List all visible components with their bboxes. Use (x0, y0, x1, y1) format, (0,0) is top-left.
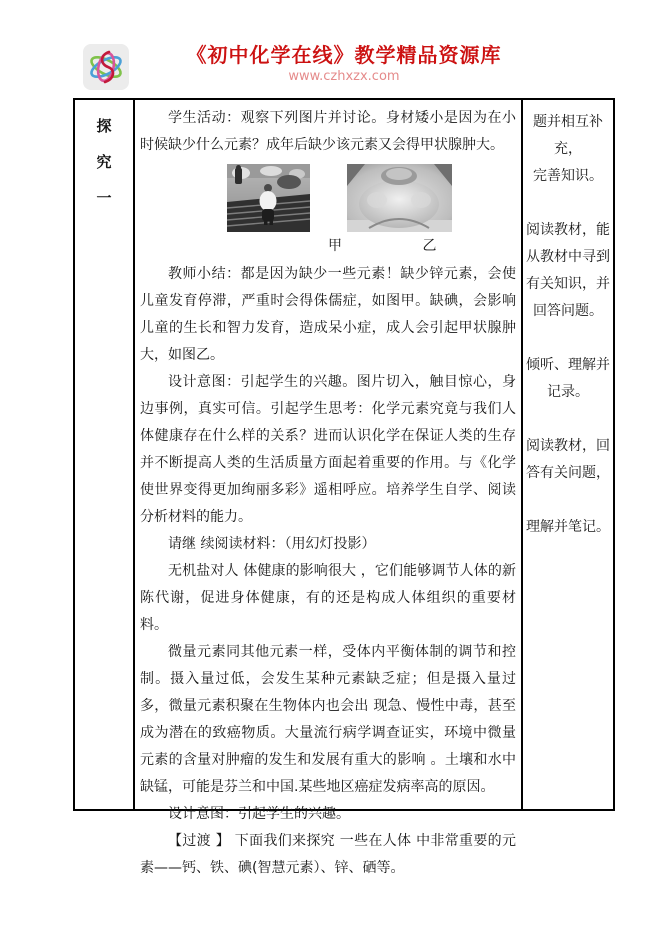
note-line: 题并相互补充， (533, 114, 603, 157)
paragraph-transition: 【过渡 】 下面我们来探究 一些在人体 中非常重要的元素——钙、铁、碘(智慧元素）、锌、硒等。 (140, 833, 516, 876)
note-line: 从教材中寻到 (526, 249, 610, 265)
note-line: 答有关问题， (526, 465, 610, 481)
note-line: 倾听、理解并 (526, 357, 610, 373)
header-text (73, 42, 615, 86)
note-line: 记录。 (547, 384, 589, 400)
note-paragraph (523, 514, 613, 541)
paragraph-design-intent-2: 设计意图：引起学生的兴趣。 (168, 806, 350, 822)
dwarfism-photo (227, 164, 310, 232)
note-line: 理解并笔记。 (526, 519, 610, 535)
note-line: 阅读教材，能 (526, 222, 610, 238)
figure-label-yi: 乙 (422, 238, 437, 254)
paragraph-reading-prompt: 请继 续阅读材料：（用幻灯投影） (168, 536, 376, 552)
site-header (73, 42, 615, 98)
note-line: 阅读教材，回 (526, 438, 610, 454)
note-line: 回答问题。 (533, 303, 603, 319)
note-paragraph (523, 217, 613, 325)
paragraph-student-activity: 学生活动：观察下列图片并讨论。身材矮小是因为在小时候缺少什么元素？成年后缺少该元素又会得甲状腺肿大。 (140, 110, 516, 153)
column-activity-content (135, 100, 523, 876)
site-url: www.czhxzx.com (288, 69, 400, 84)
note-paragraph (523, 109, 613, 190)
figure-labels (140, 232, 516, 261)
exploration-char: 探 (96, 117, 112, 135)
paragraph-teacher-summary: 教师小结：都是因为缺少一些元素！缺少锌元素，会使儿童发育停滞，严重时会得侏儒症，如图甲。缺碘，会影响儿童的生长和智力发育，造成呆小症，成人会引起甲状腺肿大，如图乙。 (140, 266, 516, 363)
paragraph-minerals: 无机盐对人 体健康的影响很大 ，它们能够调节人体的新陈代谢，促进身体健康，有的还是构成人体组织的重要材料。 (140, 563, 516, 633)
note-paragraph (523, 352, 613, 406)
figure-row (227, 164, 516, 232)
exploration-char: 一 (96, 189, 112, 207)
column-teacher-notes (523, 100, 613, 809)
exploration-char: 究 (96, 153, 112, 171)
figure-label-jia: 甲 (328, 238, 342, 254)
note-line: 完善知识。 (533, 168, 603, 184)
lesson-plan-table (73, 98, 615, 876)
note-line: 有关知识，并 (526, 276, 610, 292)
site-title: 《初中化学在线》教学精品资源库 (186, 43, 502, 67)
note-paragraph (523, 433, 613, 487)
paragraph-trace-elements: 微量元素同其他元素一样，受体内平衡体制的调节和控制。摄入量过低，会发生某种元素缺乏症；但是摄入量过多，微量元素积聚在生物体内也会出 现急、慢性中毒，甚至成为潜在的致癌物质。大量流行病学调查证实，环境中微量元素的含量对肿瘤的发生和发展有重大的影响 。土壤和水中缺锰，可能是芬兰和中国.某些地区癌症发病率高的原因。 (140, 644, 516, 795)
paragraph-design-intent-1: 设计意图：引起学生的兴趣。图片切入，触目惊心，身边事例，真实可信。引起学生思考：化学元素究竟与我们人体健康存在什么样的关系？进而认识化学在保证人类的生存并不断提高人类的生活质量方面起着重要的作用。与《化学使世界变得更加绚丽多彩》遥相呼应。培养学生自学、阅读分析材料的能力。 (140, 374, 516, 525)
goiter-photo (347, 164, 452, 232)
column-exploration-label (75, 100, 135, 809)
